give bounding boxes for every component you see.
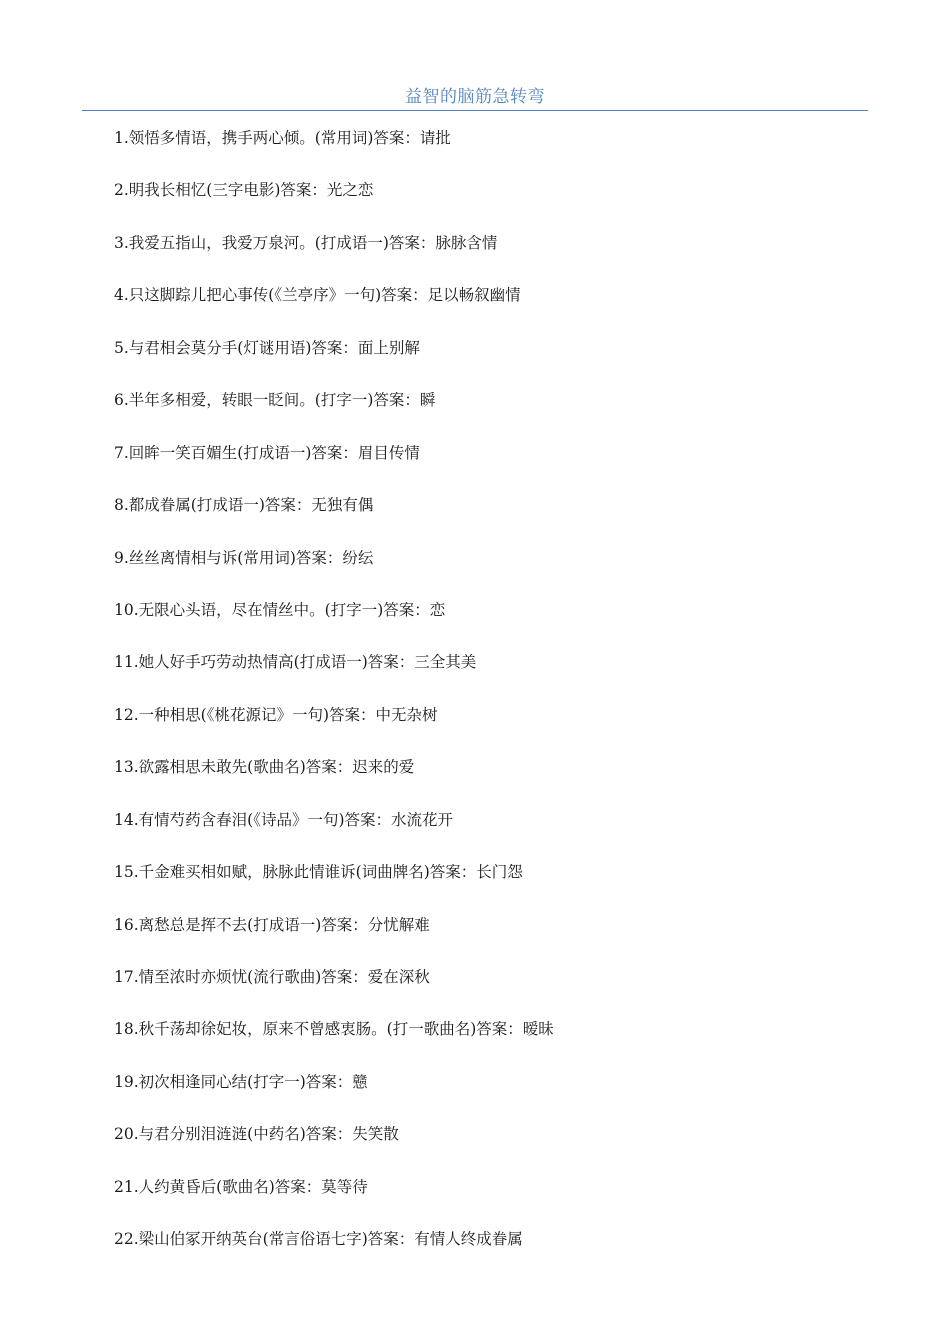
riddle-item: 20.与君分别泪涟涟(中药名)答案：失笑散 <box>114 1125 399 1144</box>
page-header <box>82 78 868 111</box>
riddle-item: 15.千金难买相如赋，脉脉此情谁诉(词曲牌名)答案：长门怨 <box>114 863 523 882</box>
riddle-item: 10.无限心头语，尽在情丝中。(打字一)答案：恋 <box>114 600 446 619</box>
riddle-item: 1.领悟多情语，携手两心倾。(常用词)答案：请批 <box>114 129 451 147</box>
riddle-item: 3.我爱五指山，我爱万泉河。(打成语一)答案：脉脉含情 <box>114 233 498 252</box>
riddle-list <box>114 125 854 1279</box>
riddle-item: 14.有情芍药含春泪(《诗品》一句)答案：水流花开 <box>114 810 453 829</box>
riddle-item: 22.梁山伯冢开纳英台(常言俗语七字)答案：有情人终成眷属 <box>114 1230 523 1249</box>
riddle-item: 4.只这脚踪儿把心事传(《兰亭序》一句)答案：足以畅叙幽情 <box>114 286 521 305</box>
riddle-item: 9.丝丝离情相与诉(常用词)答案：纷纭 <box>114 548 374 567</box>
riddle-item: 11.她人好手巧劳动热情高(打成语一)答案：三全其美 <box>114 653 477 672</box>
riddle-item: 18.秋千荡却徐妃妆，原来不曾感衷肠。(打一歌曲名)答案：暧昧 <box>114 1020 554 1039</box>
riddle-item: 8.都成眷属(打成语一)答案：无独有偶 <box>114 496 374 515</box>
riddle-item: 21.人约黄昏后(歌曲名)答案：莫等待 <box>114 1177 368 1196</box>
riddle-item: 17.情至浓时亦烦忧(流行歌曲)答案：爱在深秋 <box>114 968 430 986</box>
riddle-item: 16.离愁总是挥不去(打成语一)答案：分忧解难 <box>114 915 430 934</box>
riddle-item: 7.回眸一笑百媚生(打成语一)答案：眉目传情 <box>114 443 420 462</box>
riddle-item: 12.一种相思(《桃花源记》一句)答案：中无杂树 <box>114 705 438 724</box>
riddle-item: 19.初次相逢同心结(打字一)答案：戆 <box>114 1072 368 1091</box>
riddle-item: 2.明我长相忆(三字电影)答案：光之恋 <box>114 181 374 200</box>
page-title: 益智的脑筋急转弯 <box>405 87 545 107</box>
riddle-item: 5.与君相会莫分手(灯谜用语)答案：面上别解 <box>114 338 420 357</box>
riddle-item: 6.半年多相爱，转眼一眨间。(打字一)答案：瞬 <box>114 391 436 410</box>
riddle-item: 13.欲露相思未敢先(歌曲名)答案：迟来的爱 <box>114 758 415 777</box>
